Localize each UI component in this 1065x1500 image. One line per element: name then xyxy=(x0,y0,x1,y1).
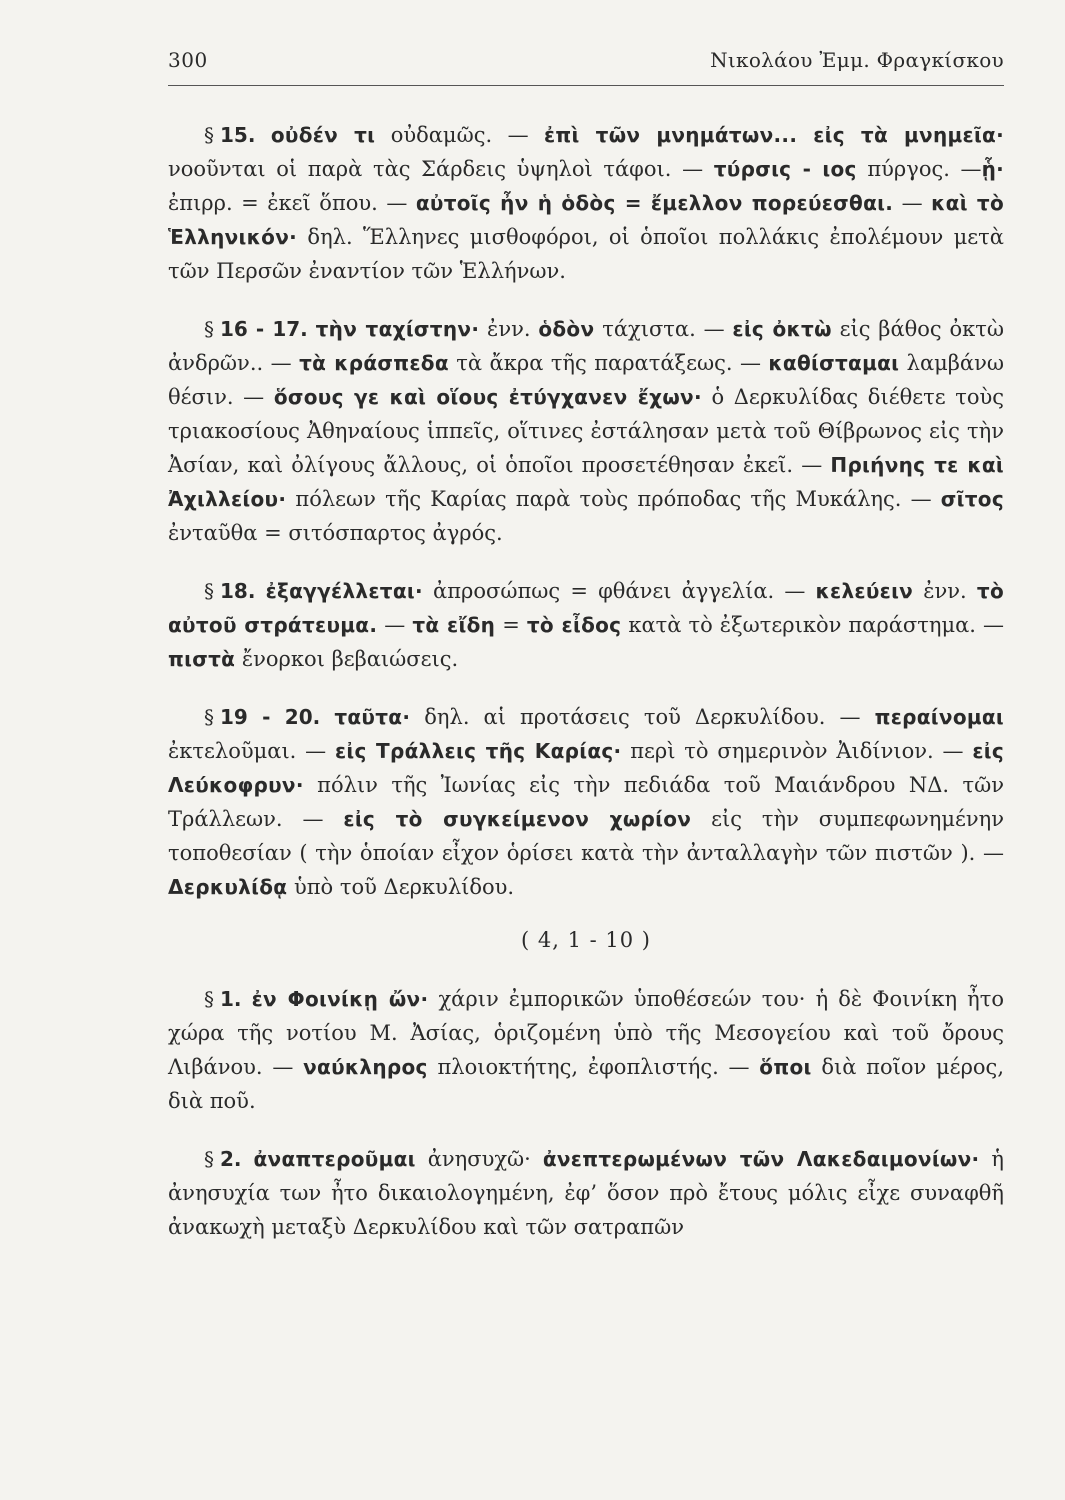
lemma: ὅσους γε καὶ οἵους ἐτύγχανεν ἔχων· xyxy=(273,385,702,409)
gloss-text: — xyxy=(893,191,932,215)
lemma: σῖτος xyxy=(940,487,1004,511)
lemma: καὶ τὸ Ἑλληνικόν· xyxy=(168,191,1004,249)
gloss-text: πόλεων τῆς Καρίας παρὰ τοὺς πρόποδας τῆς Μυκάλης. — xyxy=(286,487,941,511)
lemma: Δερκυλίδᾳ xyxy=(168,875,288,899)
lemma: ἐν Φοινίκῃ ὤν· xyxy=(251,987,429,1011)
gloss-text: ἐνν. xyxy=(479,317,539,341)
running-head: Νικολάου Ἐμμ. Φραγκίσκου xyxy=(710,48,1004,72)
gloss-text: ἐνταῦθα = σιτόσπαρτος ἀγρός. xyxy=(168,521,503,545)
gloss-text: δηλ. αἱ προτάσεις τοῦ Δερκυλίδου. — xyxy=(410,705,875,729)
commentary-paragraph xyxy=(168,574,1004,676)
page-header xyxy=(168,48,1004,88)
section-reference xyxy=(204,579,255,603)
section-symbol: § xyxy=(204,705,214,729)
gloss-text: εἰς βάθος ὀκτὼ ἀνδρῶν.. — xyxy=(168,317,1004,375)
lemma: καθίσταμαι xyxy=(768,351,900,375)
section-symbol: § xyxy=(204,317,214,341)
lemma: ἀναπτεροῦμαι xyxy=(253,1147,416,1171)
gloss-text: ἔνορκοι βεβαιώσεις. xyxy=(235,647,459,671)
lemma: τὴν ταχίστην· xyxy=(315,317,480,341)
gloss-text: νοοῦνται οἱ παρὰ τὰς Σάρδεις ὑψηλοὶ τάφοι. — xyxy=(168,157,714,181)
lemma: τὸ αὐτοῦ στράτευμα. xyxy=(168,579,1004,637)
lemma: εἰς Λεύκοφρυν· xyxy=(168,739,1005,797)
gloss-text: πλοιοκτήτης, ἐφοπλιστής. — xyxy=(427,1055,760,1079)
lemma: ταῦτα· xyxy=(334,705,411,729)
gloss-text: ἡ ἀνησυχία των ἦτο δικαιολογημένη, ἐφ’ ὅσον πρὸ ἔτους μόλις εἶχε συναφθῆ ἀνακωχὴ μεταξὺ Δερκυλίδου καὶ τῶν σατραπῶν xyxy=(168,1147,1004,1239)
commentary-paragraph xyxy=(168,312,1004,550)
lemma: ἀνεπτερωμένων τῶν Λακεδαιμονίων· xyxy=(542,1147,980,1171)
lemma: ἐξαγγέλλεται· xyxy=(265,579,423,603)
section-number: 19 - 20. xyxy=(220,705,321,729)
lemma: τὸ εἶδος xyxy=(526,613,622,637)
gloss-text: ἀνησυχῶ· xyxy=(415,1147,543,1171)
section-symbol: § xyxy=(204,579,214,603)
section-reference xyxy=(204,987,242,1011)
lemma: αὐτοῖς ἦν ἡ ὁδὸς = ἔμελλον πορεύεσθαι. xyxy=(415,191,894,215)
gloss-text: ἀπροσώπως = φθάνει ἀγγελία. — xyxy=(422,579,816,603)
lemma: τὰ εἴδη xyxy=(412,613,496,637)
gloss-text: — xyxy=(377,613,413,637)
lemma: ναύκληρος xyxy=(303,1055,428,1079)
lemma: εἰς Τράλλεις τῆς Καρίας· xyxy=(334,739,622,763)
page-body xyxy=(168,118,1004,1268)
section-number: 1. xyxy=(220,987,242,1011)
lemma: ᾗ· xyxy=(981,157,1004,181)
gloss-text: ἐκτελοῦμαι. — xyxy=(168,739,335,763)
lemma: πιστὰ xyxy=(168,647,236,671)
gloss-text: δηλ. Ἕλληνες μισθοφόροι, οἱ ὁποῖοι πολλάκις ἐπολέμουν μετὰ τῶν Περσῶν ἐναντίον τῶν Ἑλλήνων. xyxy=(168,225,1004,283)
lemma: κελεύειν xyxy=(815,579,914,603)
commentary-group-1 xyxy=(168,118,1004,904)
gloss-text: εἰς τὴν συμπεφωνημένην τοποθεσίαν ( τὴν ὁποίαν εἶχον ὁρίσει κατὰ τὴν ἀνταλλαγὴν τῶν πιστῶν ). — xyxy=(168,807,1004,865)
gloss-text: πύργος. — xyxy=(856,157,982,181)
gloss-text: περὶ τὸ σημερινὸν Ἀιδίνιον. — xyxy=(621,739,973,763)
gloss-text: ὑπὸ τοῦ Δερκυλίδου. xyxy=(287,875,515,899)
commentary-paragraph xyxy=(168,1142,1004,1244)
gloss-text: ἐνν. xyxy=(913,579,977,603)
section-symbol: § xyxy=(204,1147,214,1171)
section-reference xyxy=(204,123,255,147)
chapter-heading: ( 4, 1 - 10 ) xyxy=(521,928,651,952)
gloss-text: λαμβάνω θέσιν. — xyxy=(168,351,1005,409)
lemma: εἰς ὀκτὼ xyxy=(732,317,832,341)
lemma: ὅποι xyxy=(759,1055,812,1079)
section-symbol: § xyxy=(204,123,214,147)
lemma: Πριήνης τε καὶ Ἀχιλλείου· xyxy=(168,453,1004,511)
gloss-text: ὁ Δερκυλίδας διέθετε τοὺς τριακοσίους Ἀθηναίους ἱππεῖς, οἵτινες ἐστάλησαν μετὰ τοῦ Θίβρωνος εἰς τὴν Ἀσίαν, καὶ ὀλίγους ἄλλους, οἱ ὁποῖοι προσετέθησαν ἐκεῖ. — xyxy=(168,385,1005,477)
gloss-text: οὐδαμῶς. — xyxy=(375,123,544,147)
lemma: τὰ κράσπεδα xyxy=(299,351,449,375)
section-number: 18. xyxy=(220,579,256,603)
commentary-paragraph xyxy=(168,982,1004,1118)
gloss-text: κατὰ τὸ ἐξωτερικὸν παράστημα. — xyxy=(621,613,1004,637)
gloss-text: πόλιν τῆς Ἰωνίας εἰς τὴν πεδιάδα τοῦ Μαιάνδρου ΝΔ. τῶν Τράλλεων. — xyxy=(168,773,1004,831)
section-number: 15. xyxy=(220,123,256,147)
gloss-text: = xyxy=(495,613,527,637)
lemma: εἰς τὸ συγκείμενον χωρίον xyxy=(343,807,692,831)
section-reference xyxy=(204,705,320,729)
commentary-paragraph xyxy=(168,118,1004,288)
gloss-text: χάριν ἐμπορικῶν ὑποθέσεών του· ἡ δὲ Φοινίκη ἦτο χώρα τῆς νοτίου Μ. Ἀσίας, ὁριζομένη ὑπὸ τῆς Μεσογείου καὶ τοῦ ὄρους Λιβάνου. — xyxy=(168,987,1004,1079)
section-reference xyxy=(204,1147,242,1171)
commentary-group-2 xyxy=(168,982,1004,1244)
lemma: οὐδέν τι xyxy=(270,123,376,147)
lemma: τύρσις - ιος xyxy=(713,157,857,181)
gloss-text: διὰ ποῖον μέρος, διὰ ποῦ. xyxy=(168,1055,1004,1113)
commentary-paragraph xyxy=(168,700,1004,904)
section-number: 2. xyxy=(220,1147,242,1171)
section-symbol: § xyxy=(204,987,214,1011)
lemma: ἐπὶ τῶν μνημάτων... εἰς τὰ μνημεῖα· xyxy=(544,123,1004,147)
lemma: περαίνομαι xyxy=(874,705,1005,729)
gloss-text: τὰ ἄκρα τῆς παρατάξεως. — xyxy=(448,351,769,375)
header-rule xyxy=(168,85,1004,86)
lemma: ὁδὸν xyxy=(538,317,595,341)
page-number: 300 xyxy=(168,48,208,72)
gloss-text: ἐπιρρ. = ἐκεῖ ὅπου. — xyxy=(168,191,416,215)
section-reference xyxy=(204,317,308,341)
gloss-text: τάχιστα. — xyxy=(594,317,733,341)
section-number: 16 - 17. xyxy=(220,317,308,341)
